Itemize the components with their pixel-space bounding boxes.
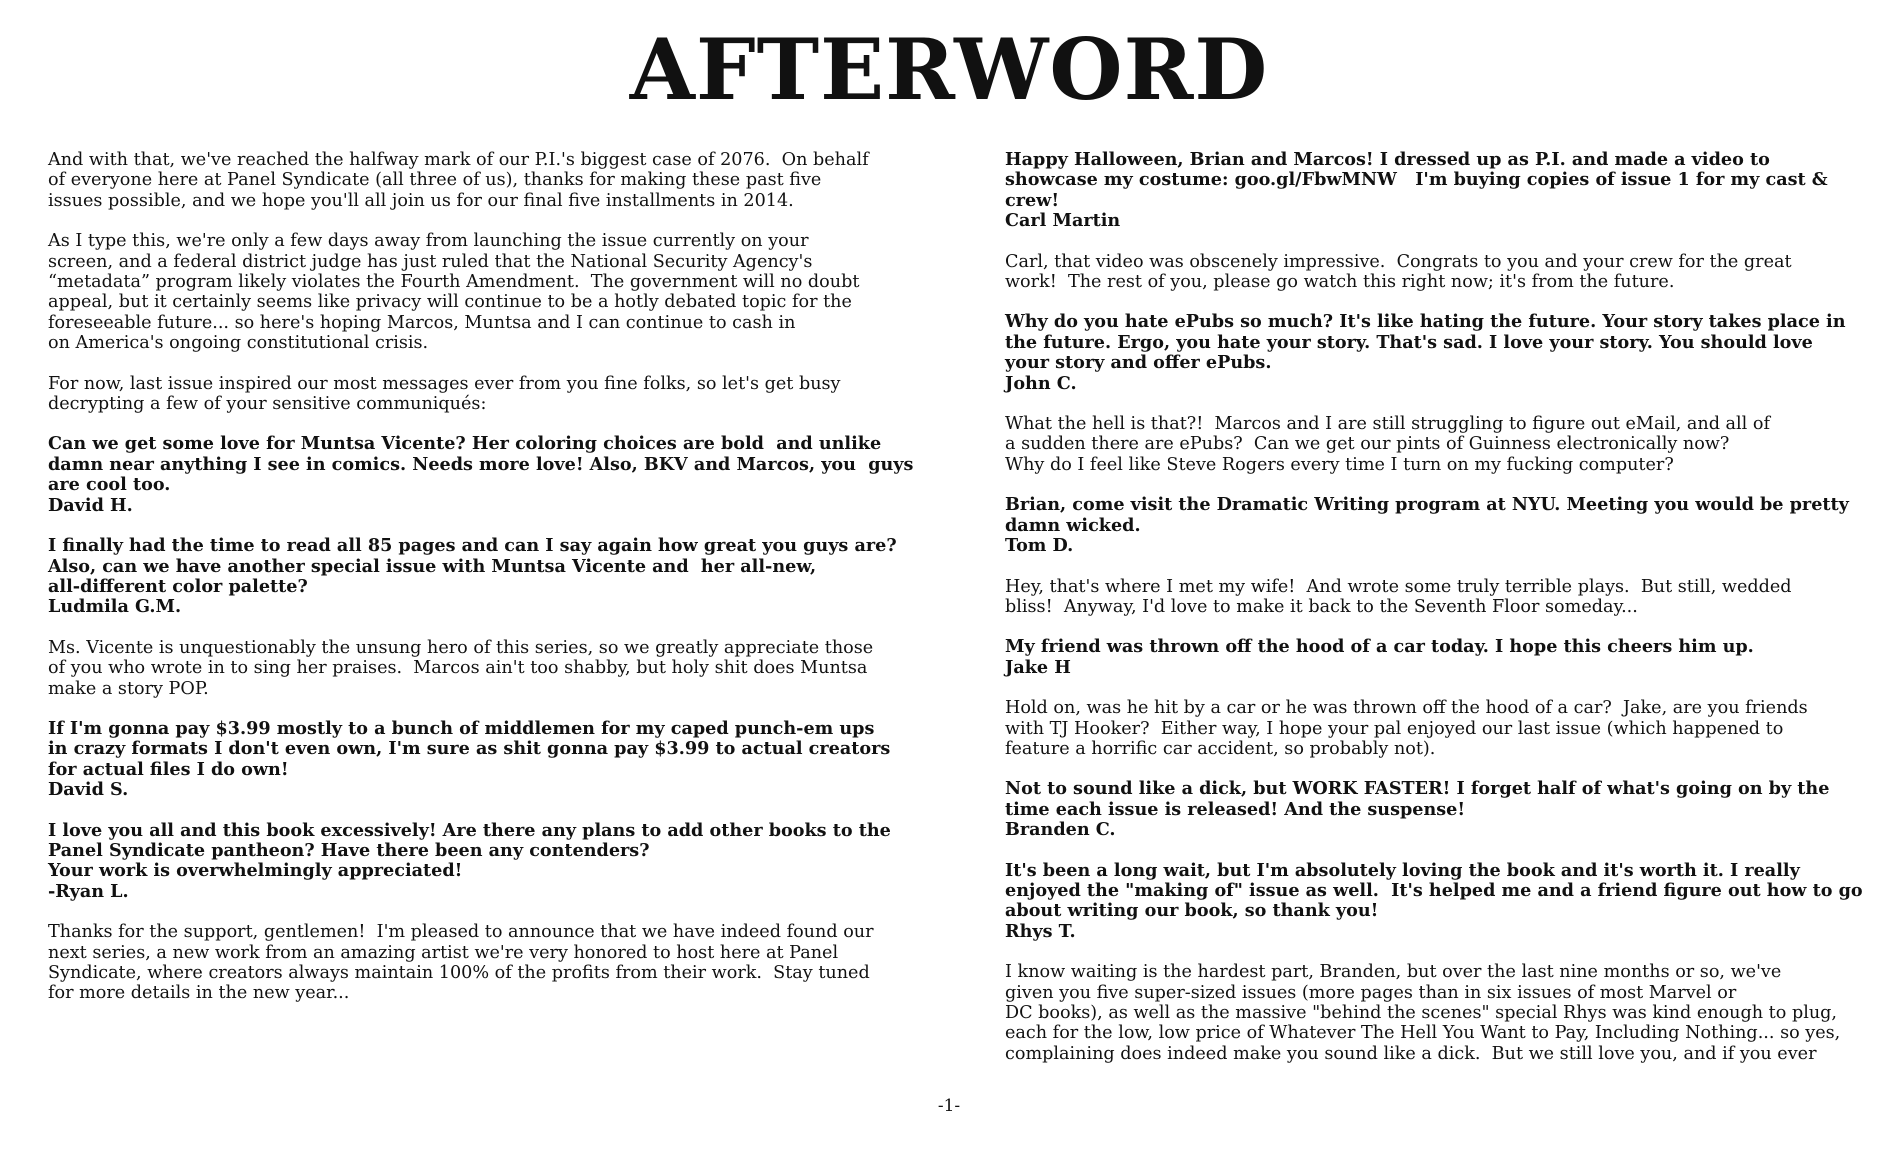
text-line: on America's ongoing constitutional crisis. <box>48 333 429 354</box>
text-line: all-different color palette? <box>48 575 308 597</box>
editor-reply <box>1005 577 1885 618</box>
text-line: Hey, that's where I met my wife! And wrote some truly terrible plays. But still, wedded <box>1005 576 1792 597</box>
text-line: screen, and a federal district judge has just ruled that the National Security Agency's <box>48 251 813 272</box>
text-line: appeal, but it certainly seems like privacy will continue to be a hotly debated topic for the <box>48 292 852 313</box>
editor-reply <box>48 638 948 699</box>
page-title: AFTERWORD <box>629 20 1269 119</box>
reader-letter <box>48 821 948 903</box>
reader-letter <box>1005 779 1885 840</box>
text-line: Branden C. <box>1005 819 1116 841</box>
text-line: Why do you hate ePubs so much? It's like hating the future. Your story takes place in <box>1005 311 1846 333</box>
editor-reply <box>1005 698 1885 759</box>
text-line: Hold on, was he hit by a car or he was thrown off the hood of a car? Jake, are you friends <box>1005 698 1808 719</box>
reader-letter <box>48 719 948 801</box>
text-line: Carl Martin <box>1005 210 1121 232</box>
text-line: each for the low, low price of Whatever The Hell You Want to Pay, Including Nothing... so yes, <box>1005 1023 1841 1044</box>
text-line: make a story POP. <box>48 678 209 699</box>
reader-letter <box>48 536 948 618</box>
text-line: John C. <box>1005 372 1077 394</box>
text-line: I finally had the time to read all 85 pages and can I say again how great you guys are? <box>48 535 897 557</box>
text-line: If I'm gonna pay $3.99 mostly to a bunch of middlemen for my caped punch-em ups <box>48 717 875 739</box>
page-number: -1- <box>937 1096 961 1116</box>
text-line: for more details in the new year... <box>48 983 350 1004</box>
text-line: time each issue is released! And the suspense! <box>1005 798 1466 820</box>
text-line: are cool too. <box>48 474 171 496</box>
text-line: crew! <box>1005 189 1060 211</box>
text-line: in crazy formats I don't even own, I'm sure as shit gonna pay $3.99 to actual creators <box>48 738 891 760</box>
text-line: Why do I feel like Steve Rogers every time I turn on my fucking computer? <box>1005 454 1674 475</box>
editor-reply <box>1005 414 1885 475</box>
text-line: Also, can we have another special issue with Muntsa Vicente and her all-new, <box>48 555 817 577</box>
text-line: your story and offer ePubs. <box>1005 352 1272 374</box>
text-line: Jake H <box>1005 656 1071 678</box>
text-line: with TJ Hooker? Either way, I hope your pal enjoyed our last issue (which happened to <box>1005 718 1784 739</box>
text-line: DC books), as well as the massive "behind the scenes" special Rhys was kind enough to plug, <box>1005 1003 1838 1023</box>
text-line: For now, last issue inspired our most messages ever from you fine folks, so let's get busy <box>48 373 841 394</box>
text-line: a sudden there are ePubs? Can we get our pints of Guinness electronically now? <box>1005 434 1730 455</box>
text-line: given you five super-sized issues (more pages than in six issues of most Marvel or <box>1005 982 1737 1003</box>
text-line: showcase my costume: goo.gl/FbwMNW I'm buying copies of issue 1 for my cast & <box>1005 169 1828 191</box>
text-line: complaining does indeed make you sound like a dick. But we still love you, and if you ever <box>1005 1043 1817 1064</box>
editor-reply <box>48 922 948 1004</box>
text-line: Syndicate, where creators always maintain 100% of the profits from their work. Stay tuned <box>48 963 870 983</box>
text-line: decrypting a few of your sensitive communiqués: <box>48 394 487 415</box>
text-line: foreseeable future... so here's hoping Marcos, Muntsa and I can continue to cash in <box>48 312 796 333</box>
text-line: Thanks for the support, gentlemen! I'm pleased to announce that we have indeed found our <box>48 922 874 943</box>
text-line: Can we get some love for Muntsa Vicente? Her coloring choices are bold and unlike <box>48 433 882 455</box>
text-line: As I type this, we're only a few days away from launching the issue currently on your <box>48 231 809 252</box>
text-line: Not to sound like a dick, but WORK FASTER! I forget half of what's going on by the <box>1005 778 1830 800</box>
text-line: Brian, come visit the Dramatic Writing program at NYU. Meeting you would be pretty <box>1005 494 1849 516</box>
text-line: I love you all and this book excessively! Are there any plans to add other books to the <box>48 819 891 841</box>
text-line: feature a horrific car accident, so probably not). <box>1005 738 1436 759</box>
text-line: Ms. Vicente is unquestionably the unsung hero of this series, so we greatly appreciate those <box>48 637 874 658</box>
text-line: Rhys T. <box>1005 920 1076 942</box>
text-line: What the hell is that?! Marcos and I are still struggling to figure out eMail, and all of <box>1005 414 1770 435</box>
text-line: the future. Ergo, you hate your story. That's sad. I love your story. You should love <box>1005 331 1813 353</box>
reader-letter <box>1005 861 1885 943</box>
text-line: It's been a long wait, but I'm absolutely loving the book and it's worth it. I really <box>1005 859 1800 881</box>
text-line: about writing our book, so thank you! <box>1005 900 1379 922</box>
text-line: bliss! Anyway, I'd love to make it back to the Seventh Floor someday... <box>1005 596 1638 617</box>
left-column <box>48 150 948 1024</box>
reader-letter <box>48 434 948 516</box>
text-line: -Ryan L. <box>48 880 129 902</box>
text-line: Carl, that video was obscenely impressive. Congrats to you and your crew for the great <box>1005 251 1792 272</box>
text-line: for actual files I do own! <box>48 758 289 780</box>
editor-reply <box>1005 252 1885 293</box>
text-line: My friend was thrown off the hood of a car today. I hope this cheers him up. <box>1005 636 1754 658</box>
text-line: Happy Halloween, Brian and Marcos! I dressed up as P.I. and made a video to <box>1005 149 1770 170</box>
reader-letter <box>1005 495 1885 556</box>
text-line: Ludmila G.M. <box>48 596 182 618</box>
text-line: of you who wrote in to sing her praises. Marcos ain't too shabby, but holy shit does Muntsa <box>48 658 868 679</box>
editor-reply <box>48 150 948 211</box>
editor-reply <box>1005 962 1885 1064</box>
text-line: And with that, we've reached the halfway mark of our P.I.'s biggest case of 2076. On behalf <box>48 150 869 170</box>
text-line: Your work is overwhelmingly appreciated! <box>48 860 463 882</box>
right-column <box>1005 150 1885 1084</box>
text-line: next series, a new work from an amazing artist we're very honored to host here at Panel <box>48 942 839 963</box>
reader-letter <box>1005 312 1885 394</box>
text-line: damn near anything I see in comics. Needs more love! Also, BKV and Marcos, you guys <box>48 453 914 475</box>
text-line: work! The rest of you, please go watch this right now; it's from the future. <box>1005 272 1675 293</box>
text-line: I know waiting is the hardest part, Branden, but over the last nine months or so, we've <box>1005 962 1782 983</box>
text-line: Panel Syndicate pantheon? Have there been any contenders? <box>48 839 650 861</box>
editor-reply <box>48 374 948 415</box>
reader-letter <box>1005 637 1885 678</box>
text-line: Tom D. <box>1005 535 1074 557</box>
text-line: damn wicked. <box>1005 514 1141 536</box>
editor-reply <box>48 231 948 353</box>
text-line: David S. <box>48 779 129 801</box>
reader-letter <box>1005 150 1885 232</box>
text-line: issues possible, and we hope you'll all join us for our final five installments in 2014. <box>48 190 794 211</box>
text-line: enjoyed the "making of" issue as well. It's helped me and a friend figure out how to go <box>1005 879 1863 901</box>
text-line: of everyone here at Panel Syndicate (all three of us), thanks for making these past five <box>48 170 822 191</box>
text-line: “metadata” program likely violates the Fourth Amendment. The government will no doubt <box>48 272 860 293</box>
text-line: David H. <box>48 494 133 516</box>
